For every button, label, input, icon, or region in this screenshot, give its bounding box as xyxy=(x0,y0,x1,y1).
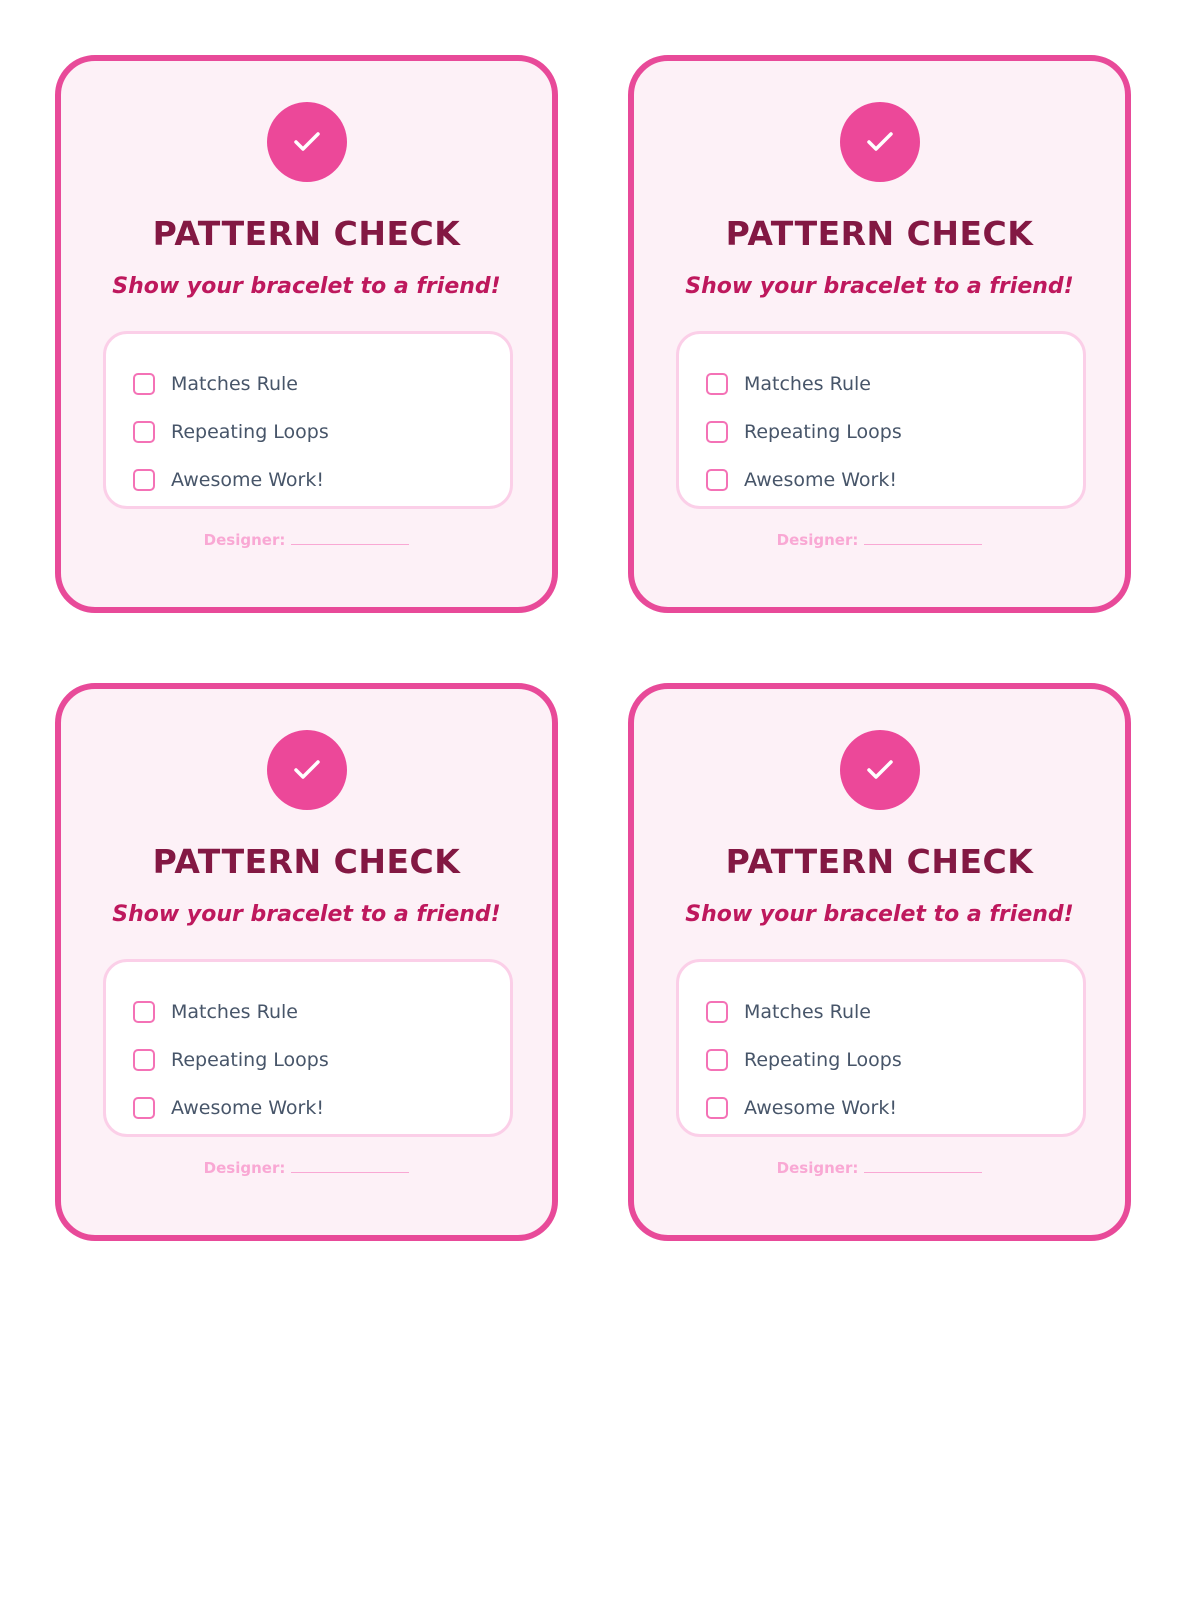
designer-field xyxy=(634,531,1125,549)
card-title: PATTERN CHECK xyxy=(725,214,1034,253)
designer-blank-line[interactable] xyxy=(291,1160,409,1173)
check-label: Matches Rule xyxy=(744,1001,871,1023)
check-label: Awesome Work! xyxy=(744,469,897,491)
check-item-awesome-work[interactable] xyxy=(706,1084,1083,1132)
check-label: Repeating Loops xyxy=(744,1049,902,1071)
check-item-awesome-work[interactable] xyxy=(706,456,1083,504)
checkmark-icon xyxy=(289,752,325,788)
checkbox[interactable] xyxy=(133,1001,155,1023)
checkbox[interactable] xyxy=(706,373,728,395)
check-item-matches-rule[interactable] xyxy=(133,988,510,1036)
check-label: Matches Rule xyxy=(171,373,298,395)
check-item-awesome-work[interactable] xyxy=(133,456,510,504)
check-item-repeating-loops[interactable] xyxy=(706,1036,1083,1084)
card-title: PATTERN CHECK xyxy=(152,214,461,253)
checkbox[interactable] xyxy=(706,421,728,443)
checkbox[interactable] xyxy=(706,1049,728,1071)
checkbox[interactable] xyxy=(706,1097,728,1119)
checkmark-badge xyxy=(267,102,347,182)
card-subtitle: Show your bracelet to a friend! xyxy=(112,274,501,299)
check-item-matches-rule[interactable] xyxy=(133,360,510,408)
checklist xyxy=(103,331,513,509)
checkmark-icon xyxy=(862,124,898,160)
checkmark-badge xyxy=(840,730,920,810)
checkbox[interactable] xyxy=(706,469,728,491)
checkmark-badge xyxy=(840,102,920,182)
check-label: Awesome Work! xyxy=(744,1097,897,1119)
designer-label: Designer: xyxy=(203,1159,286,1177)
check-item-awesome-work[interactable] xyxy=(133,1084,510,1132)
designer-blank-line[interactable] xyxy=(864,532,982,545)
designer-field xyxy=(634,1159,1125,1177)
designer-field xyxy=(61,1159,552,1177)
checklist xyxy=(676,331,1086,509)
check-item-matches-rule[interactable] xyxy=(706,360,1083,408)
check-label: Matches Rule xyxy=(744,373,871,395)
card-title: PATTERN CHECK xyxy=(725,842,1034,881)
designer-label: Designer: xyxy=(203,531,286,549)
pattern-check-card xyxy=(55,683,558,1241)
pattern-check-card xyxy=(628,683,1131,1241)
card-subtitle: Show your bracelet to a friend! xyxy=(685,902,1074,927)
card-subtitle: Show your bracelet to a friend! xyxy=(112,902,501,927)
designer-label: Designer: xyxy=(776,531,859,549)
pattern-check-card xyxy=(55,55,558,613)
check-item-matches-rule[interactable] xyxy=(706,988,1083,1036)
checkbox[interactable] xyxy=(133,421,155,443)
card-grid xyxy=(55,55,1145,1241)
check-label: Awesome Work! xyxy=(171,1097,324,1119)
checkbox[interactable] xyxy=(133,469,155,491)
check-item-repeating-loops[interactable] xyxy=(133,1036,510,1084)
check-label: Awesome Work! xyxy=(171,469,324,491)
pattern-check-card xyxy=(628,55,1131,613)
checkmark-icon xyxy=(289,124,325,160)
designer-blank-line[interactable] xyxy=(864,1160,982,1173)
check-label: Repeating Loops xyxy=(171,1049,329,1071)
checkbox[interactable] xyxy=(133,1049,155,1071)
checklist xyxy=(676,959,1086,1137)
designer-field xyxy=(61,531,552,549)
check-label: Repeating Loops xyxy=(171,421,329,443)
checkbox[interactable] xyxy=(133,373,155,395)
card-title: PATTERN CHECK xyxy=(152,842,461,881)
checklist xyxy=(103,959,513,1137)
checkmark-badge xyxy=(267,730,347,810)
check-label: Matches Rule xyxy=(171,1001,298,1023)
check-item-repeating-loops[interactable] xyxy=(706,408,1083,456)
card-subtitle: Show your bracelet to a friend! xyxy=(685,274,1074,299)
designer-blank-line[interactable] xyxy=(291,532,409,545)
check-label: Repeating Loops xyxy=(744,421,902,443)
designer-label: Designer: xyxy=(776,1159,859,1177)
checkbox[interactable] xyxy=(133,1097,155,1119)
checkmark-icon xyxy=(862,752,898,788)
checkbox[interactable] xyxy=(706,1001,728,1023)
check-item-repeating-loops[interactable] xyxy=(133,408,510,456)
